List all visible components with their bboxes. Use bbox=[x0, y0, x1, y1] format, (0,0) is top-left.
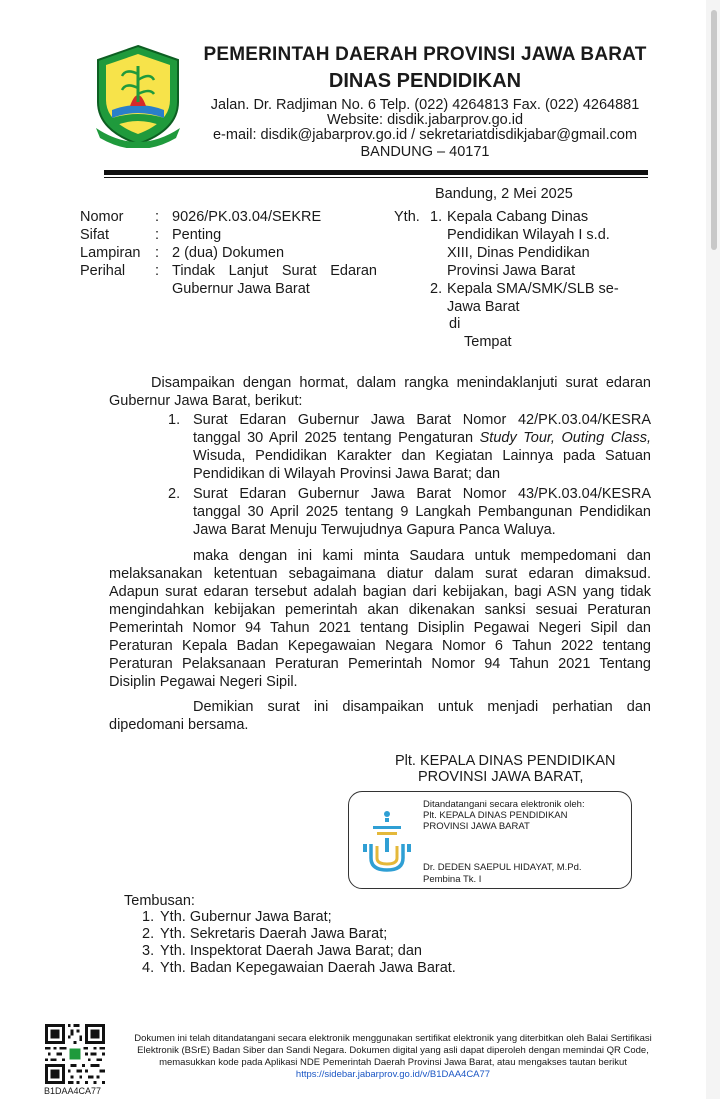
letterhead-office: DINAS PENDIDIKAN bbox=[328, 70, 522, 92]
meta-value: Penting bbox=[172, 227, 222, 243]
meta-value: Tindak Lanjut Surat Edaran Gubernur Jawa Barat bbox=[172, 263, 377, 297]
cc-num: 4. bbox=[142, 960, 155, 976]
qr-code-label: B1DAA4CA77 bbox=[44, 1086, 102, 1096]
letterhead-website: Website: disdik.jabarprov.go.id bbox=[326, 112, 524, 128]
meta-sep: : bbox=[155, 263, 160, 279]
meta-sep: : bbox=[155, 245, 160, 261]
meta-label: Lampiran bbox=[80, 245, 141, 261]
letter-date: Bandung, 2 Mei 2025 bbox=[435, 186, 573, 202]
footer-link[interactable]: https://sidebar.jabarprov.go.id/v/B1DAA4CA77 bbox=[295, 1069, 491, 1080]
letterhead-email: e-mail: disdik@jabarprov.go.id / sekretariatdisdikjabar@gmail.com bbox=[212, 127, 638, 143]
cc-item: Yth. Inspektorat Daerah Jawa Barat; dan bbox=[160, 943, 422, 959]
signer-name: Dr. DEDEN SAEPUL HIDAYAT, M.Pd. bbox=[423, 862, 582, 873]
meta-label: Nomor bbox=[80, 209, 124, 225]
meta-sep: : bbox=[155, 227, 160, 243]
meta-value: 2 (dua) Dokumen bbox=[172, 245, 285, 261]
cc-item: Yth. Sekretaris Daerah Jawa Barat; bbox=[160, 926, 388, 942]
footer-note: Dokumen ini telah ditandatangani secara elektronik menggunakan sertifikat elektronik yang diterbitkan oleh Balai Sertifikasi Elektronik (BSrE) Badan Siber dan Sandi Negara. Dokumen digital yang asli dapat diperoleh dengan memindai QR Code, memasukkan kode pada Aplikasi NDE Pemerintah Daerah Provinsi Jawa Barat, atau mengakses tautan berikut bbox=[134, 1033, 652, 1068]
esign-note: Ditandatangani secara elektronik oleh: bbox=[423, 799, 585, 810]
scrollbar-thumb[interactable] bbox=[711, 10, 717, 250]
meta-sep: : bbox=[155, 209, 160, 225]
esign-role: Plt. KEPALA DINAS PENDIDIKAN bbox=[423, 810, 568, 821]
recipient-yth: Yth. bbox=[394, 209, 420, 225]
meta-value: 9026/PK.03.04/SEKRE bbox=[172, 209, 322, 225]
recipient-item: Kepala Cabang Dinas Pendidikan Wilayah I s.d. XIII, Dinas Pendidikan Provinsi Jawa Barat bbox=[447, 209, 610, 279]
body-closing: Demikian surat ini disampaikan untuk menjadi perhatian dan dipedomani bersama. bbox=[109, 699, 651, 733]
esign-emblem-icon bbox=[359, 808, 415, 874]
letterhead-rule-thin bbox=[104, 177, 648, 178]
signer-rank: Pembina Tk. I bbox=[423, 874, 482, 885]
list-item: Surat Edaran Gubernur Jawa Barat Nomor 43/PK.03.04/KESRA tanggal 30 April 2025 tentang 9 Langkah Pembangunan Pendidikan Jawa Barat Menuju Terwujudnya Gapura Panca Waluya. bbox=[193, 486, 651, 538]
list-num: 2. bbox=[168, 486, 181, 502]
signature-title: PROVINSI JAWA BARAT, bbox=[418, 769, 584, 785]
meta-label: Perihal bbox=[80, 263, 126, 279]
cc-item: Yth. Badan Kepegawaian Daerah Jawa Barat. bbox=[160, 960, 456, 976]
recipient-item: Kepala SMA/SMK/SLB se-Jawa Barat bbox=[447, 281, 619, 315]
letterhead-city: BANDUNG – 40171 bbox=[360, 144, 490, 160]
esign-role: PROVINSI JAWA BARAT bbox=[423, 821, 530, 832]
list-text: Surat Edaran Gubernur Jawa Barat Nomor 42/PK.03.04/KESRA tanggal 30 April 2025 tentang Pengaturan bbox=[193, 412, 651, 446]
recipient-num: 2. bbox=[430, 281, 443, 297]
body-paragraph: maka dengan ini kami minta Saudara untuk mempedomani dan melaksanakan ketentuan sebagaimana diatur dalam surat edaran dimaksud. Adapun surat edaran tersebut adalah bagian dari kebijakan, bagi ASN yang tidak mengindahkan kebijakan pemerintah akan dikenakan sanksi sesuai Peraturan Pemerintah Nomor 94 Tahun 2021 tentang Disiplin Pegawai Negeri Sipil dan Peraturan Kepala Badan Kepegawaian Negara Nomor 6 Tahun 2022 tentang Peraturan Pelaksanaan Peraturan Pemerintah Nomor 94 Tahun 2021 Tentang Disiplin Pegawai Negeri Sipil. bbox=[109, 548, 651, 690]
list-text: Wisuda, Pendidikan Karakter dan Kegiatan Lainnya pada Satuan Pendidikan di Wilayah Provinsi Jawa Barat; dan bbox=[193, 448, 651, 482]
body-intro: Disampaikan dengan hormat, dalam rangka menindaklanjuti surat edaran Gubernur Jawa Barat, berikut: bbox=[109, 375, 651, 409]
cc-num: 2. bbox=[142, 926, 155, 942]
qr-code-icon[interactable] bbox=[45, 1024, 105, 1084]
recipient-num: 1. bbox=[430, 209, 443, 225]
scrollbar[interactable] bbox=[706, 0, 720, 1099]
list-item bbox=[193, 411, 651, 483]
letterhead-rule bbox=[104, 170, 648, 175]
logo-motto-ribbon bbox=[92, 114, 184, 154]
letterhead-government: PEMERINTAH DAERAH PROVINSI JAWA BARAT bbox=[203, 44, 647, 65]
signature-title: Plt. KEPALA DINAS PENDIDIKAN bbox=[395, 753, 616, 769]
recipient-di: di bbox=[449, 316, 461, 332]
list-italic: Study Tour, Outing Class, bbox=[479, 430, 651, 446]
cc-item: Yth. Gubernur Jawa Barat; bbox=[160, 909, 332, 925]
cc-heading: Tembusan: bbox=[124, 893, 195, 909]
meta-label: Sifat bbox=[80, 227, 110, 243]
letterhead-address: Jalan. Dr. Radjiman No. 6 Telp. (022) 4264813 Fax. (022) 4264881 bbox=[210, 97, 640, 113]
cc-num: 3. bbox=[142, 943, 155, 959]
cc-num: 1. bbox=[142, 909, 155, 925]
list-num: 1. bbox=[168, 412, 181, 428]
recipient-tempat: Tempat bbox=[464, 334, 512, 350]
esign-box bbox=[348, 791, 632, 889]
